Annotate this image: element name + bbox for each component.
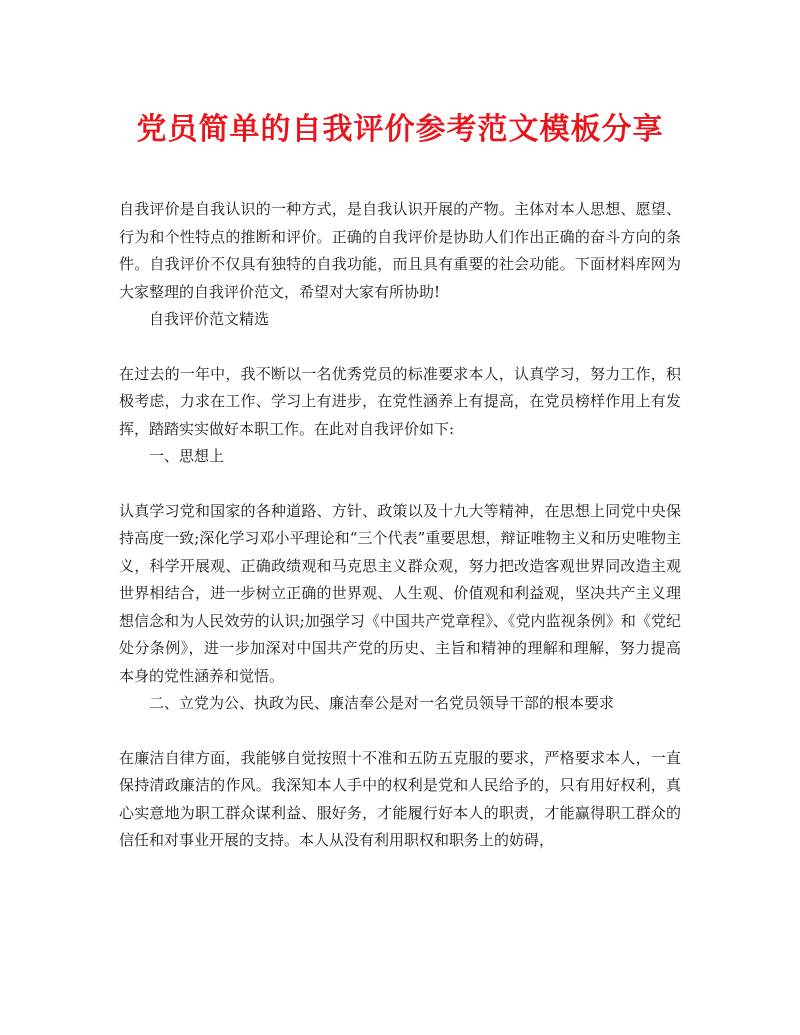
section-heading-selected-samples: 自我评价范文精选	[149, 310, 270, 328]
intro-paragraph: 自我评价是自我认识的一种方式，是自我认识开展的产物。主体对本人思想、愿望、行为和个性特点的推断和评价。正确的自我评价是协助人们作出正确的奋斗方向的条件。自我评价不仅具有独特的自我功能，而且具有重要的社会功能。下面材料库网为大家整理的自我评价范文，希望对大家有所协助!	[119, 200, 681, 301]
thought-paragraph: 认真学习党和国家的各种道路、方针、政策以及十九大等精神，在思想上同党中央保持高度一致;深化学习邓小平理论和“三个代表”重要思想，辩证唯物主义和历史唯物主义，科学开展观、正确政绩观和马克思主义群众观，努力把改造客观世界同改造主观世界相结合，进一步树立正确的世界观、人生观、价值观和利益观，坚决共产主义理想信念和为人民效劳的认识;加强学习《中国共产党章程》、《党内监视条例》和《党纪处分条例》，进一步加深对中国共产党的历史、主旨和精神的理解和理解，努力提高本身的党性涵养和觉悟。	[119, 501, 681, 685]
document-body	[119, 196, 681, 855]
overview-paragraph: 在过去的一年中，我不断以一名优秀党员的标准要求本人，认真学习，努力工作，积极考虑，力求在工作、学习上有进步，在党性涵养上有提高，在党员榜样作用上有发挥，踏踏实实做好本职工作。在此对自我评价如下:	[119, 364, 681, 438]
integrity-paragraph: 在廉洁自律方面，我能够自觉按照十不准和五防五克服的要求，严格要求本人，一直保持清政廉洁的作风。我深知本人手中的权利是党和人民给予的，只有用好权利，真心实意地为职工群众谋利益、服好务，才能履行好本人的职责，才能赢得职工群众的信任和对事业开展的支持。本人从没有利用职权和职务上的妨碍，	[119, 748, 681, 849]
document-title: 党员简单的自我评价参考范文模板分享	[136, 112, 664, 147]
section-heading-thought: 一、思想上	[149, 447, 225, 465]
section-heading-integrity: 二、立党为公、执政为民、廉洁奉公是对一名党员领导干部的根本要求	[149, 694, 615, 712]
